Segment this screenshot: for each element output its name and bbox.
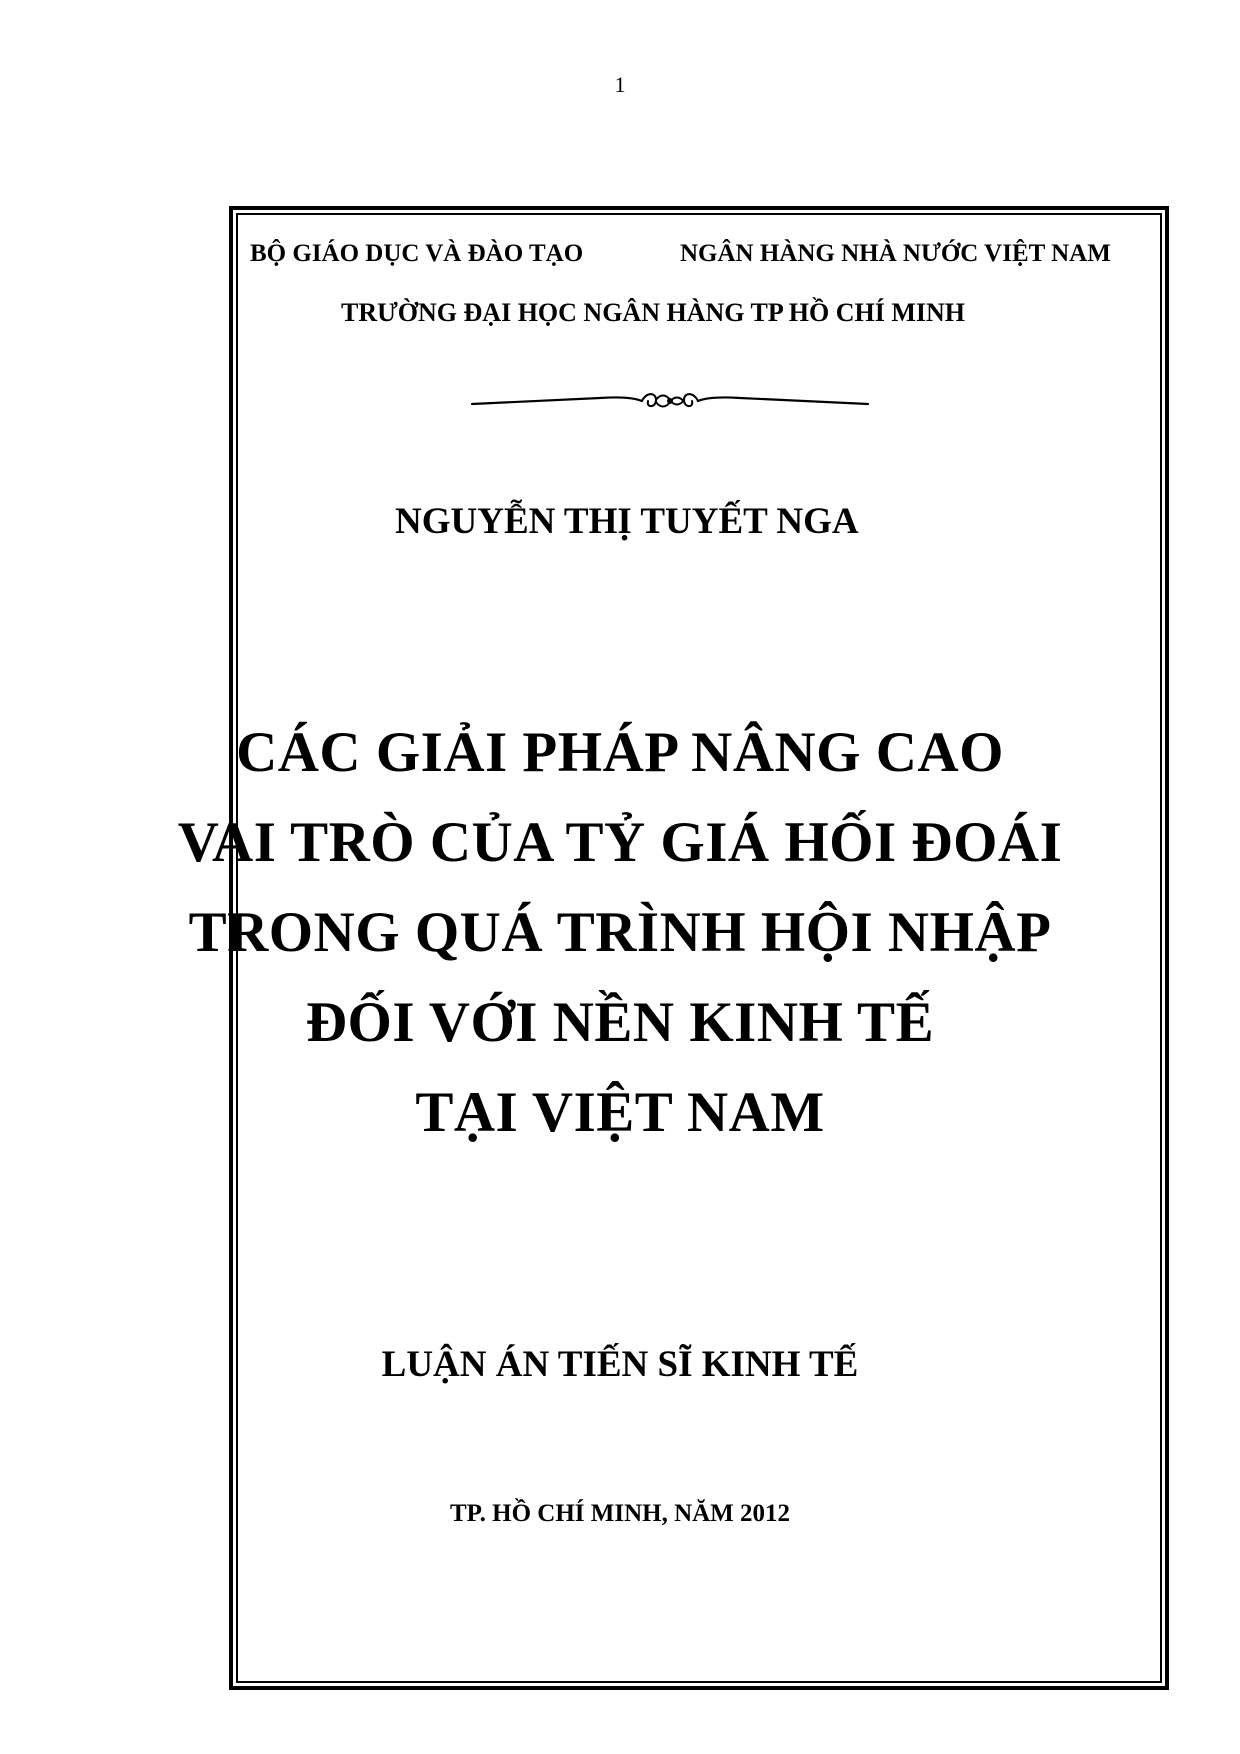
school-name: TRƯỜNG ĐẠI HỌC NGÂN HÀNG TP HỒ CHÍ MINH	[341, 298, 966, 327]
thesis-title-line-4: ĐỐI VỚI NỀN KINH TẾ	[305, 991, 935, 1054]
thesis-title-line-1: CÁC GIẢI PHÁP NÂNG CAO	[236, 721, 1004, 784]
place-and-year: TP. HỒ CHÍ MINH, NĂM 2012	[449, 1500, 791, 1527]
thesis-title-line-2: VAI TRÒ CỦA TỶ GIÁ HỐI ĐOÁI	[177, 811, 1063, 874]
ministry-name: BỘ GIÁO DỤC VÀ ĐÀO TẠO	[250, 240, 584, 267]
bank-name: NGÂN HÀNG NHÀ NƯỚC VIỆT NAM	[680, 240, 1111, 267]
page-number: 1	[614, 72, 626, 97]
ornament-divider-icon	[470, 384, 870, 420]
author-name: NGUYỄN THỊ TUYẾT NGA	[395, 501, 859, 542]
thesis-title-line-3: TRONG QUÁ TRÌNH HỘI NHẬP	[188, 901, 1052, 964]
degree-type: LUẬN ÁN TIẾN SĨ KINH TẾ	[381, 1344, 859, 1385]
thesis-title-line-5: TẠI VIỆT NAM	[415, 1081, 825, 1144]
